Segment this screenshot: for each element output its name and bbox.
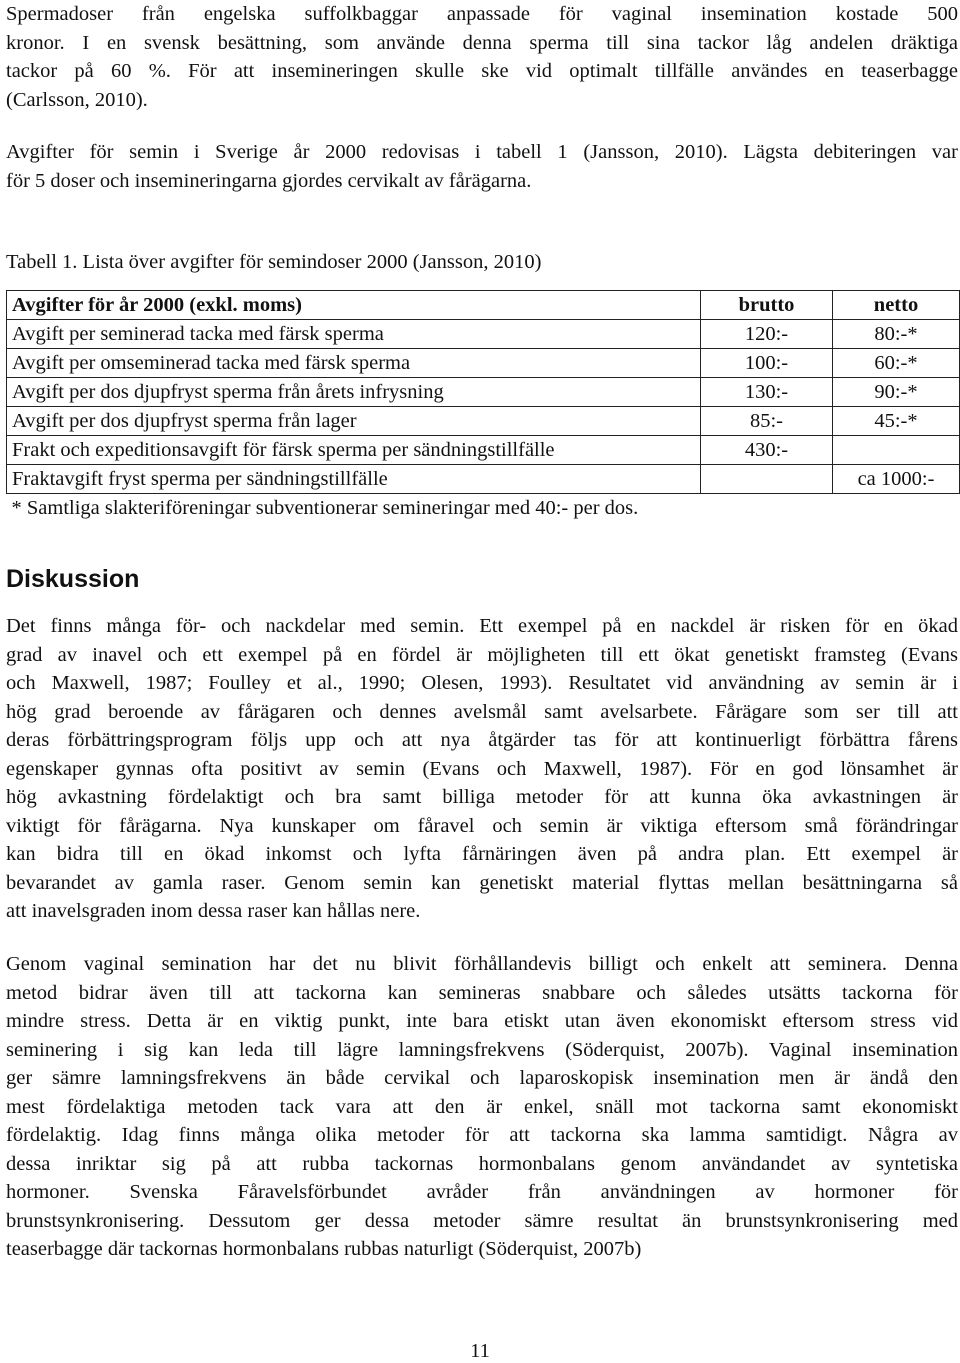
- text-line: och Maxwell, 1987; Foulley et al., 1990; Olesen, 1993). Resultatet vid användning av semin är i: [6, 672, 958, 694]
- fee-gross: 430:-: [701, 436, 833, 465]
- fee-net: ca 1000:-: [833, 465, 960, 494]
- text-line: bevarandet av gamla raser. Genom semin kan genetiskt material flyttas mellan besättningarna så: [6, 871, 958, 894]
- table-row: [7, 436, 960, 465]
- text-line: mindre stress. Detta är en viktig punkt, inte bara etiskt utan även ekonomiskt eftersom stress vid: [6, 1010, 958, 1032]
- fee-gross: 130:-: [701, 378, 833, 407]
- text-line: för 5 doser och insemineringarna gjordes cervikalt av fårägarna.: [6, 169, 532, 192]
- text-line: tackor på 60 %. För att insemineringen skulle ske vid optimalt tillfälle användes en teaserbagge: [6, 60, 958, 82]
- section-heading: Diskussion: [6, 565, 140, 593]
- text-line: grad av inavel och ett exempel på en fördel är möjligheten till ett ökat genetiskt framsteg (Evans: [6, 643, 958, 666]
- text-line: dessa inriktar sig på att rubba tackornas hormonbalans genom användandet av syntetiska: [6, 1152, 958, 1175]
- text-line: hög grad beroende av fårägaren och dennes avelsmål samt avelsarbete. Fårägare som ser till att: [6, 700, 958, 723]
- table-footnote: * Samtliga slakteriföreningar subventionerar semineringar med 40:- per dos.: [7, 494, 960, 523]
- fee-description: Avgift per seminerad tacka med färsk sperma: [7, 320, 701, 349]
- fee-description: Avgift per omseminerad tacka med färsk sperma: [7, 349, 701, 378]
- text-line: ger sämre lamningsfrekvens än både cervikal och laparoskopisk insemination men är ändå den: [6, 1067, 958, 1089]
- fee-description: Frakt och expeditionsavgift för färsk sperma per sändningstillfälle: [7, 436, 701, 465]
- column-header-net: netto: [833, 291, 960, 320]
- text-line: (Carlsson, 2010).: [6, 88, 148, 111]
- table-row: [7, 320, 960, 349]
- table-row: [7, 465, 960, 494]
- text-line: hormoner. Svenska Fåravelsförbundet avråder från användningen av hormoner för: [6, 1181, 958, 1203]
- text-line: seminering i sig kan leda till lägre lamningsfrekvens (Söderquist, 2007b). Vaginal insemination: [6, 1038, 958, 1061]
- text-line: kan bidra till en ökad inkomst och lyfta fårnäringen även på andra plan. Ett exempel är: [6, 843, 958, 865]
- fee-gross: 100:-: [701, 349, 833, 378]
- fee-gross: [701, 465, 833, 494]
- text-line: Avgifter för semin i Sverige år 2000 redovisas i tabell 1 (Jansson, 2010). Lägsta debiteringen var: [6, 141, 958, 163]
- text-line: Spermadoser från engelska suffolkbaggar anpassade för vaginal insemination kostade 500: [6, 3, 958, 25]
- fee-description: Fraktavgift fryst sperma per sändningstillfälle: [7, 465, 701, 494]
- text-line: deras förbättringsprogram följs upp och att nya åtgärder tas för att kontinuerligt förbättra fårens: [6, 729, 958, 751]
- column-header-gross: brutto: [701, 291, 833, 320]
- text-line: hög avkastning fördelaktigt och bra samt billiga metoder för att kunna öka avkastningen är: [6, 786, 958, 808]
- text-line: Genom vaginal semination har det nu blivit förhållandevis billigt och enkelt att seminera. Denna: [6, 953, 958, 975]
- text-line: teaserbagge där tackornas hormonbalans rubbas naturligt (Söderquist, 2007b): [6, 1238, 642, 1260]
- table-footnote-row: [7, 494, 960, 523]
- table-row: [7, 407, 960, 436]
- table-caption: Tabell 1. Lista över avgifter för semindoser 2000 (Jansson, 2010): [6, 251, 542, 273]
- page-number: 11: [470, 1340, 490, 1362]
- text-line: metod bidrar även till att tackorna kan semineras snabbare och således utsätts tackorna för: [6, 981, 958, 1004]
- fee-net: 90:-*: [833, 378, 960, 407]
- text-line: fördelaktig. Idag finns många olika metoder för att tackorna ska lamma samtidigt. Några av: [6, 1124, 958, 1146]
- fees-intro-paragraph: [6, 138, 958, 195]
- text-line: egenskaper gynnas ofta positivt av semin (Evans och Maxwell, 1987). För en god lönsamhet är: [6, 757, 958, 780]
- fee-table: [6, 290, 960, 522]
- text-line: viktigt för fårägarna. Nya kunskaper om fåravel och semin är viktiga eftersom små förändringar: [6, 814, 958, 837]
- text-line: mest fördelaktiga metoden tack vara att den är enkel, snäll mot tackorna samt ekonomiskt: [6, 1095, 958, 1118]
- table-header-row: [7, 291, 960, 320]
- text-line: att inavelsgraden inom dessa raser kan hållas nere.: [6, 900, 421, 922]
- text-line: Det finns många för- och nackdelar med semin. Ett exempel på en nackdel är risken för en ökad: [6, 615, 958, 637]
- column-header-fee: Avgifter för år 2000 (exkl. moms): [7, 291, 701, 320]
- discussion-paragraph-2: [6, 950, 958, 1264]
- fee-description: Avgift per dos djupfryst sperma från årets infrysning: [7, 378, 701, 407]
- fee-net: 80:-*: [833, 320, 960, 349]
- text-line: kronor. I en svensk besättning, som använde denna sperma till sina tackor låg andelen dräktiga: [6, 31, 958, 54]
- intro-paragraph: [6, 0, 958, 114]
- table-row: [7, 378, 960, 407]
- table-row: [7, 349, 960, 378]
- fee-net: 60:-*: [833, 349, 960, 378]
- fee-description: Avgift per dos djupfryst sperma från lager: [7, 407, 701, 436]
- text-line: brunstsynkronisering. Dessutom ger dessa metoder sämre resultat än brunstsynkronisering med: [6, 1209, 958, 1232]
- discussion-paragraph-1: [6, 612, 958, 926]
- fee-gross: 85:-: [701, 407, 833, 436]
- fee-net: 45:-*: [833, 407, 960, 436]
- fee-gross: 120:-: [701, 320, 833, 349]
- fee-net: [833, 436, 960, 465]
